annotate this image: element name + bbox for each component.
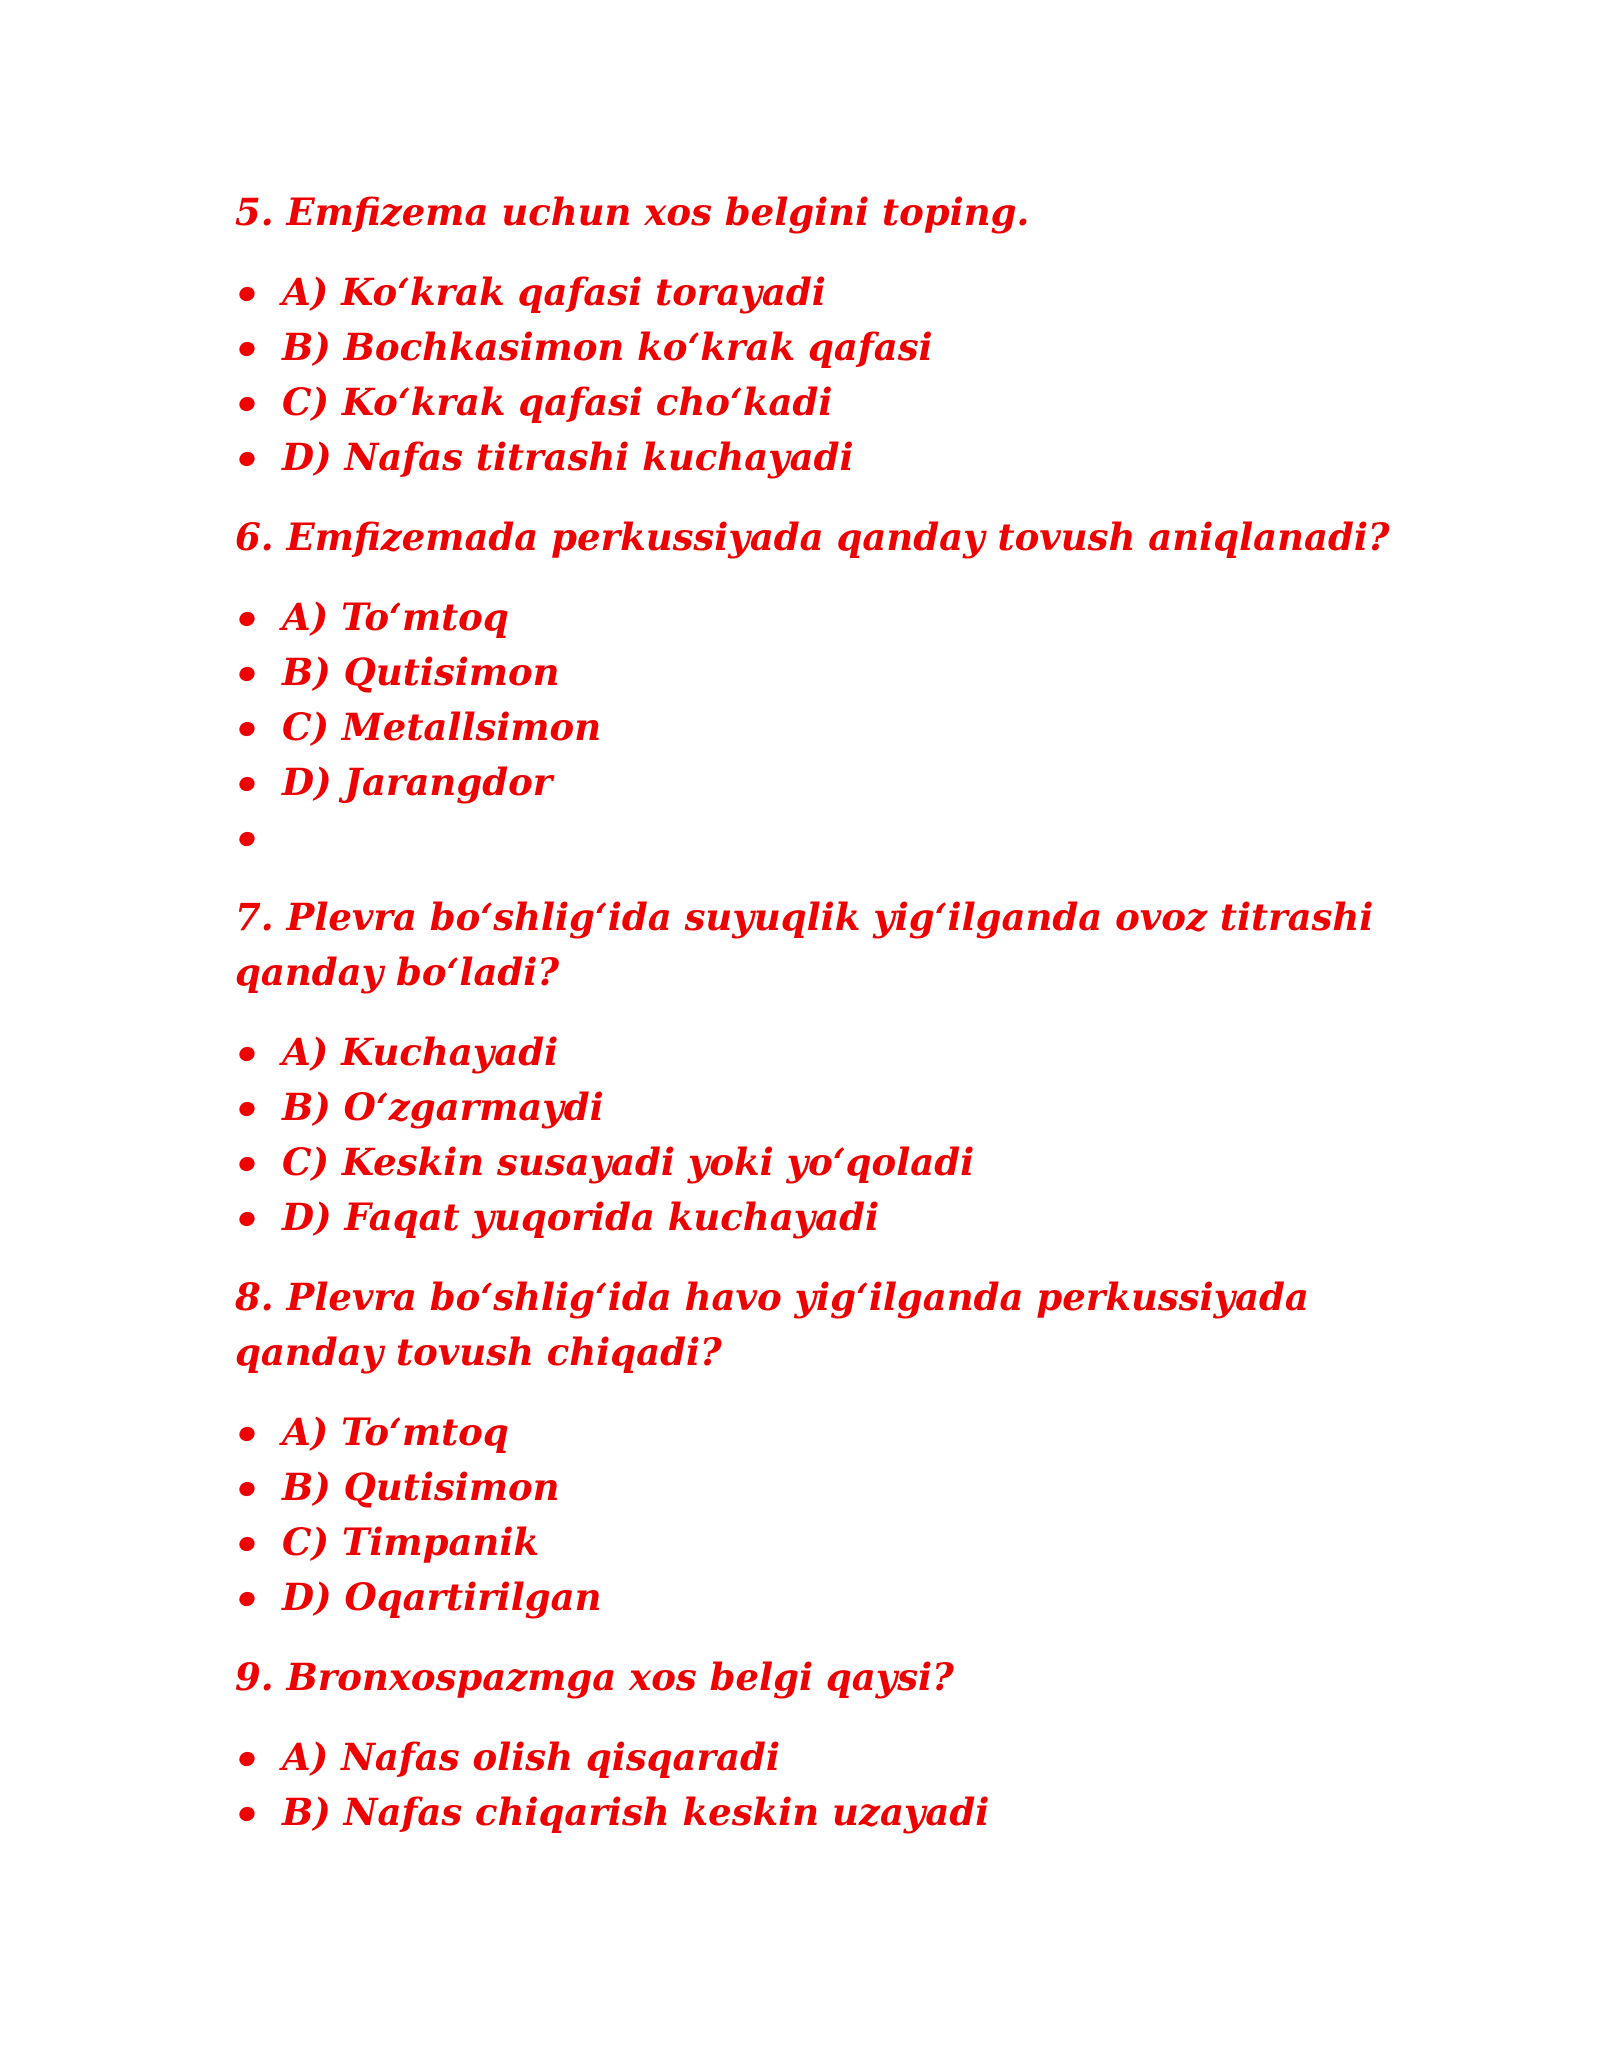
option-label: C) Ko‘krak qafasi cho‘kadi [282,380,833,424]
bullet-icon [237,1480,256,1498]
option-label: D) Nafas titrashi kuchayadi [282,435,854,479]
option-6d [235,755,1415,810]
bullet-icon [237,450,256,468]
bullet-icon [237,665,256,683]
option-5b [235,320,1415,375]
bullet-icon [237,1590,256,1608]
option-7b [235,1080,1415,1135]
options-list-9 [235,1730,1415,1840]
option-label: B) Bochkasimon ko‘krak qafasi [282,325,933,369]
bullet-icon [237,1045,256,1063]
question-8: 8. Plevra bo‘shlig‘ida havo yig‘ilganda perkussiyada qanday tovush chiqadi? [235,1275,1309,1374]
option-label: D) Oqartirilgan [282,1575,602,1619]
bullet-icon [237,775,256,793]
option-5c [235,375,1415,430]
question-7: 7. Plevra bo‘shlig‘ida suyuqlik yig‘ilganda ovoz titrashi qanday bo‘ladi? [235,895,1374,994]
bullet-icon [237,1100,256,1118]
bullet-icon [237,610,256,628]
bullet-icon [237,340,256,358]
options-list-6 [235,590,1415,865]
option-5a [235,265,1415,320]
option-5d [235,430,1415,485]
option-label: C) Keskin susayadi yoki yo‘qoladi [282,1140,975,1184]
option-label: B) Nafas chiqarish keskin uzayadi [282,1790,990,1834]
option-label: A) To‘mtoq [282,595,509,639]
bullet-icon [237,395,256,413]
option-7d [235,1190,1415,1245]
option-label: A) To‘mtoq [282,1410,509,1454]
option-9a [235,1730,1415,1785]
question-6: 6. Emfizemada perkussiyada qanday tovush aniqlanadi? [235,515,1390,559]
option-8d [235,1570,1415,1625]
bullet-icon [237,1805,256,1823]
option-8a [235,1405,1415,1460]
option-8b [235,1460,1415,1515]
bullet-icon [237,830,256,848]
bullet-icon [237,1750,256,1768]
bullet-icon [237,1425,256,1443]
option-label: B) Qutisimon [282,1465,560,1509]
option-label: D) Faqat yuqorida kuchayadi [282,1195,880,1239]
question-5: 5. Emfizema uchun xos belgini toping. [235,190,1030,234]
question-9: 9. Bronxospazmga xos belgi qaysi? [235,1655,954,1699]
option-8c [235,1515,1415,1570]
option-6a [235,590,1415,645]
option-6b [235,645,1415,700]
option-label: C) Metallsimon [282,705,602,749]
bullet-icon [237,285,256,303]
options-list-5 [235,265,1415,485]
quiz-content [235,185,1415,1865]
option-7c [235,1135,1415,1190]
option-7a [235,1025,1415,1080]
option-label: B) Qutisimon [282,650,560,694]
option-label: A) Ko‘krak qafasi torayadi [282,270,826,314]
option-label: A) Nafas olish qisqaradi [282,1735,780,1779]
option-label: A) Kuchayadi [282,1030,559,1074]
bullet-icon [237,1210,256,1228]
bullet-icon [237,720,256,738]
options-list-8 [235,1405,1415,1625]
option-label: D) Jarangdor [282,760,553,804]
option-9b [235,1785,1415,1840]
bullet-icon [237,1155,256,1173]
option-label: B) O‘zgarmaydi [282,1085,604,1129]
options-list-7 [235,1025,1415,1245]
bullet-icon [237,1535,256,1553]
option-6-empty [235,810,1415,865]
option-label: C) Timpanik [282,1520,540,1564]
option-6c [235,700,1415,755]
